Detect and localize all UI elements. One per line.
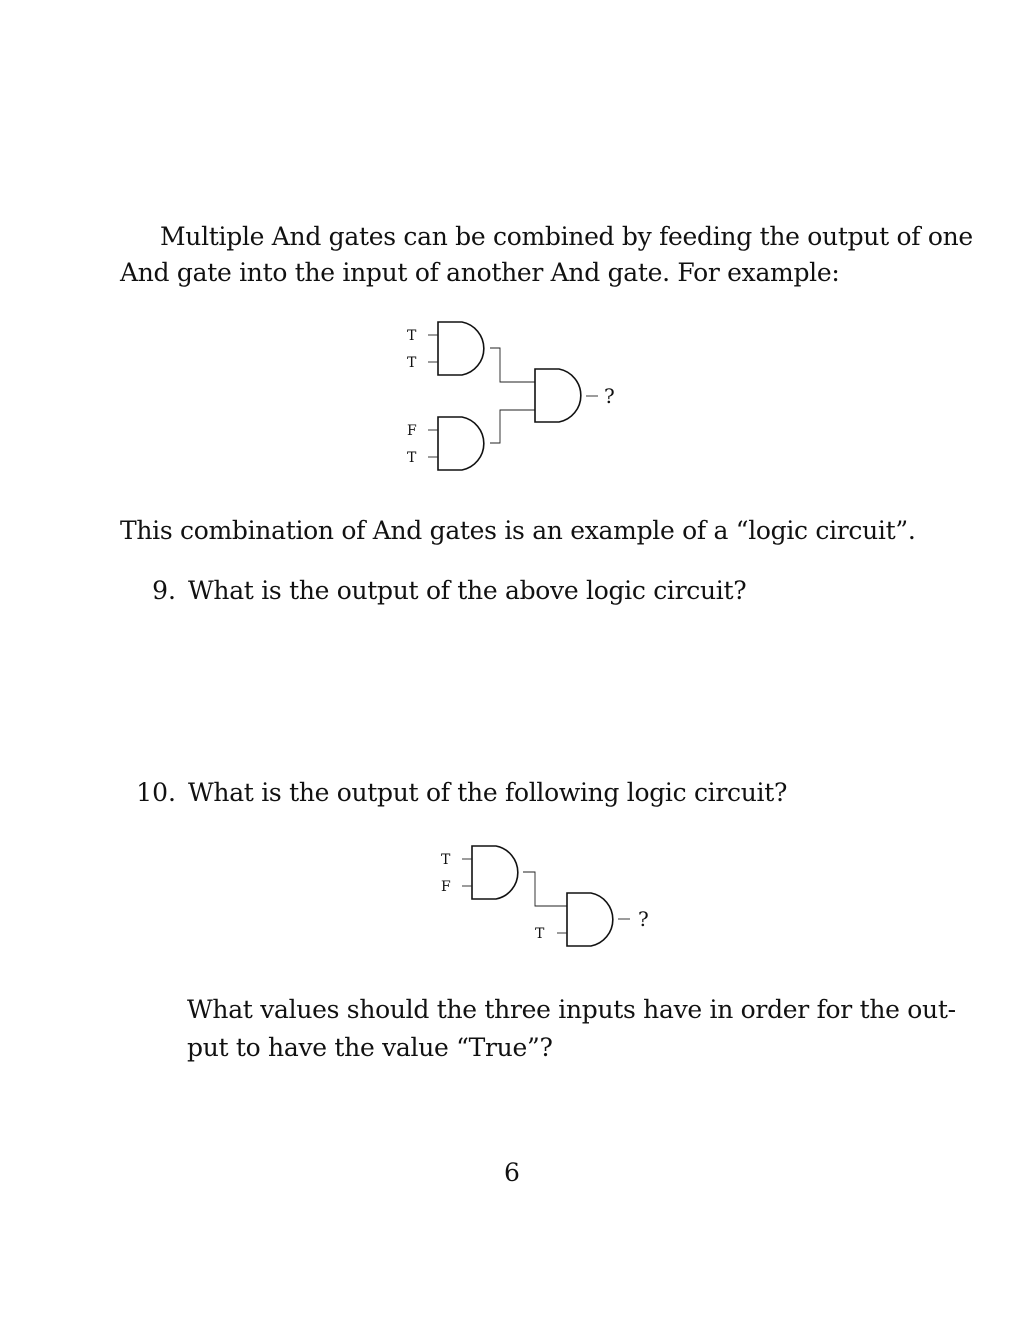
followup-line-2: put to have the value “True”? [187, 1033, 553, 1062]
logic-circuit-1 [390, 310, 630, 480]
question-9-text: What is the output of the above logic circuit? [188, 576, 747, 605]
gate1-input-label-1: T [441, 852, 451, 868]
question-9-number: 9. [152, 576, 176, 605]
and-gate-1 [472, 846, 518, 899]
gate2-to-gate3-wire [490, 410, 535, 443]
intro-line-1: Multiple And gates can be combined by feeding the output of one [160, 222, 973, 251]
intro-line-2: And gate into the input of another And gate. For example: [120, 258, 840, 287]
gate1-input-label-2: F [441, 879, 451, 895]
gate1-to-gate2-wire [523, 872, 567, 906]
question-10-text: What is the output of the following logic circuit? [188, 778, 788, 807]
output-label: ? [604, 384, 615, 408]
and-gate-2 [567, 893, 613, 946]
followup-line-1: What values should the three inputs have in order for the out- [187, 995, 956, 1024]
gate2-input-label-2: T [407, 450, 417, 466]
gate2-input-label: T [535, 926, 545, 942]
and-gate-1 [438, 322, 484, 375]
gate1-to-gate3-wire [490, 348, 535, 382]
logic-circuit-2 [425, 835, 665, 955]
gate1-input-label-2: T [407, 355, 417, 371]
question-10-number: 10. [136, 778, 176, 807]
gate2-input-label-1: F [407, 423, 417, 439]
combination-text: This combination of And gates is an example of a “logic circuit”. [120, 516, 916, 545]
and-gate-2 [438, 417, 484, 470]
output-label: ? [638, 907, 649, 931]
and-gate-3 [535, 369, 581, 422]
gate1-input-label-1: T [407, 328, 417, 344]
page-number: 6 [504, 1158, 520, 1187]
